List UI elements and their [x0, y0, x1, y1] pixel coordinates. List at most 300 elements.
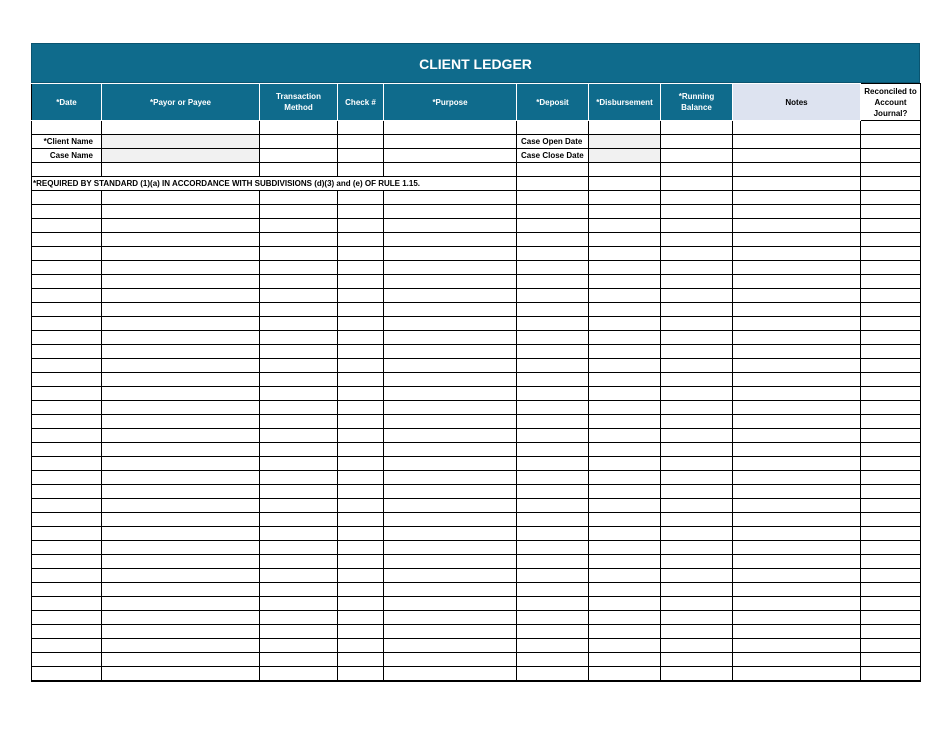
cell-check-number[interactable]	[338, 387, 384, 401]
cell-purpose[interactable]	[384, 191, 517, 205]
cell-disbursement[interactable]	[589, 639, 661, 653]
cell-reconciled[interactable]	[861, 401, 921, 415]
cell-deposit[interactable]	[517, 205, 589, 219]
cell-reconciled[interactable]	[861, 373, 921, 387]
cell-reconciled[interactable]	[861, 289, 921, 303]
cell-check-number[interactable]	[338, 331, 384, 345]
cell-deposit[interactable]	[517, 527, 589, 541]
cell-check-number[interactable]	[338, 667, 384, 681]
cell-disbursement[interactable]	[589, 541, 661, 555]
cell-transaction-method[interactable]	[260, 387, 338, 401]
cell-payor-payee[interactable]	[102, 625, 260, 639]
cell-disbursement[interactable]	[589, 331, 661, 345]
cell-payor-payee[interactable]	[102, 387, 260, 401]
cell-deposit[interactable]	[517, 639, 589, 653]
cell-transaction-method[interactable]	[260, 457, 338, 471]
cell-date[interactable]	[32, 345, 102, 359]
cell-date[interactable]	[32, 513, 102, 527]
cell-disbursement[interactable]	[589, 359, 661, 373]
cell-disbursement[interactable]	[589, 569, 661, 583]
cell-deposit[interactable]	[517, 219, 589, 233]
cell-disbursement[interactable]	[589, 345, 661, 359]
cell-running-balance[interactable]	[661, 387, 733, 401]
cell-notes[interactable]	[733, 415, 861, 429]
cell-running-balance[interactable]	[661, 555, 733, 569]
cell-payor-payee[interactable]	[102, 569, 260, 583]
cell-transaction-method[interactable]	[260, 247, 338, 261]
cell-disbursement[interactable]	[589, 205, 661, 219]
cell-purpose[interactable]	[384, 583, 517, 597]
cell-date[interactable]	[32, 499, 102, 513]
cell-transaction-method[interactable]	[260, 219, 338, 233]
cell-purpose[interactable]	[384, 303, 517, 317]
cell-running-balance[interactable]	[661, 457, 733, 471]
cell-disbursement[interactable]	[589, 373, 661, 387]
cell-transaction-method[interactable]	[260, 415, 338, 429]
cell-running-balance[interactable]	[661, 611, 733, 625]
cell-notes[interactable]	[733, 443, 861, 457]
cell-running-balance[interactable]	[661, 359, 733, 373]
cell-transaction-method[interactable]	[260, 191, 338, 205]
cell-running-balance[interactable]	[661, 205, 733, 219]
cell-date[interactable]	[32, 569, 102, 583]
cell-reconciled[interactable]	[861, 653, 921, 667]
cell-check-number[interactable]	[338, 443, 384, 457]
cell-running-balance[interactable]	[661, 401, 733, 415]
cell-purpose[interactable]	[384, 317, 517, 331]
cell-disbursement[interactable]	[589, 429, 661, 443]
cell-purpose[interactable]	[384, 471, 517, 485]
cell-check-number[interactable]	[338, 317, 384, 331]
cell-disbursement[interactable]	[589, 415, 661, 429]
cell-purpose[interactable]	[384, 597, 517, 611]
cell-payor-payee[interactable]	[102, 331, 260, 345]
cell-payor-payee[interactable]	[102, 233, 260, 247]
cell-disbursement[interactable]	[589, 499, 661, 513]
cell-date[interactable]	[32, 639, 102, 653]
cell-purpose[interactable]	[384, 387, 517, 401]
cell-reconciled[interactable]	[861, 205, 921, 219]
cell-disbursement[interactable]	[589, 471, 661, 485]
cell-running-balance[interactable]	[661, 499, 733, 513]
cell-transaction-method[interactable]	[260, 205, 338, 219]
cell-disbursement[interactable]	[589, 275, 661, 289]
cell-payor-payee[interactable]	[102, 247, 260, 261]
cell-deposit[interactable]	[517, 415, 589, 429]
cell-notes[interactable]	[733, 219, 861, 233]
cell-reconciled[interactable]	[861, 429, 921, 443]
cell-deposit[interactable]	[517, 317, 589, 331]
cell-running-balance[interactable]	[661, 541, 733, 555]
cell-running-balance[interactable]	[661, 317, 733, 331]
cell-transaction-method[interactable]	[260, 359, 338, 373]
cell-transaction-method[interactable]	[260, 555, 338, 569]
cell-notes[interactable]	[733, 373, 861, 387]
cell-transaction-method[interactable]	[260, 261, 338, 275]
cell-deposit[interactable]	[517, 569, 589, 583]
cell-deposit[interactable]	[517, 583, 589, 597]
cell-running-balance[interactable]	[661, 471, 733, 485]
cell-deposit[interactable]	[517, 611, 589, 625]
cell-running-balance[interactable]	[661, 513, 733, 527]
cell-date[interactable]	[32, 303, 102, 317]
cell-disbursement[interactable]	[589, 583, 661, 597]
cell-notes[interactable]	[733, 359, 861, 373]
cell-notes[interactable]	[733, 583, 861, 597]
cell-payor-payee[interactable]	[102, 541, 260, 555]
cell-reconciled[interactable]	[861, 317, 921, 331]
cell-check-number[interactable]	[338, 639, 384, 653]
cell-transaction-method[interactable]	[260, 541, 338, 555]
cell-running-balance[interactable]	[661, 289, 733, 303]
cell-reconciled[interactable]	[861, 233, 921, 247]
cell-running-balance[interactable]	[661, 527, 733, 541]
cell-disbursement[interactable]	[589, 247, 661, 261]
cell-payor-payee[interactable]	[102, 345, 260, 359]
cell-payor-payee[interactable]	[102, 317, 260, 331]
cell-deposit[interactable]	[517, 597, 589, 611]
cell-transaction-method[interactable]	[260, 317, 338, 331]
cell-reconciled[interactable]	[861, 415, 921, 429]
cell-reconciled[interactable]	[861, 219, 921, 233]
cell-notes[interactable]	[733, 653, 861, 667]
cell-transaction-method[interactable]	[260, 569, 338, 583]
cell-reconciled[interactable]	[861, 569, 921, 583]
cell-deposit[interactable]	[517, 359, 589, 373]
cell-notes[interactable]	[733, 527, 861, 541]
cell-notes[interactable]	[733, 541, 861, 555]
cell-transaction-method[interactable]	[260, 471, 338, 485]
cell-date[interactable]	[32, 583, 102, 597]
cell-purpose[interactable]	[384, 555, 517, 569]
cell-running-balance[interactable]	[661, 583, 733, 597]
cell-date[interactable]	[32, 261, 102, 275]
cell-deposit[interactable]	[517, 247, 589, 261]
cell-date[interactable]	[32, 275, 102, 289]
cell-reconciled[interactable]	[861, 485, 921, 499]
cell-reconciled[interactable]	[861, 275, 921, 289]
cell-running-balance[interactable]	[661, 345, 733, 359]
cell-notes[interactable]	[733, 429, 861, 443]
cell-check-number[interactable]	[338, 401, 384, 415]
cell-deposit[interactable]	[517, 653, 589, 667]
cell-purpose[interactable]	[384, 359, 517, 373]
cell-payor-payee[interactable]	[102, 667, 260, 681]
cell-reconciled[interactable]	[861, 331, 921, 345]
cell-running-balance[interactable]	[661, 625, 733, 639]
cell-purpose[interactable]	[384, 373, 517, 387]
cell-disbursement[interactable]	[589, 513, 661, 527]
cell-disbursement[interactable]	[589, 653, 661, 667]
cell-check-number[interactable]	[338, 485, 384, 499]
cell-transaction-method[interactable]	[260, 289, 338, 303]
cell-transaction-method[interactable]	[260, 597, 338, 611]
cell-notes[interactable]	[733, 247, 861, 261]
cell-disbursement[interactable]	[589, 625, 661, 639]
cell-date[interactable]	[32, 317, 102, 331]
cell-reconciled[interactable]	[861, 541, 921, 555]
cell-deposit[interactable]	[517, 471, 589, 485]
cell-purpose[interactable]	[384, 611, 517, 625]
cell-transaction-method[interactable]	[260, 373, 338, 387]
cell-payor-payee[interactable]	[102, 597, 260, 611]
cell-transaction-method[interactable]	[260, 513, 338, 527]
cell-date[interactable]	[32, 415, 102, 429]
cell-purpose[interactable]	[384, 331, 517, 345]
cell-deposit[interactable]	[517, 513, 589, 527]
cell-check-number[interactable]	[338, 359, 384, 373]
cell-deposit[interactable]	[517, 387, 589, 401]
cell-purpose[interactable]	[384, 415, 517, 429]
cell-deposit[interactable]	[517, 555, 589, 569]
cell-reconciled[interactable]	[861, 443, 921, 457]
cell-purpose[interactable]	[384, 205, 517, 219]
cell-reconciled[interactable]	[861, 387, 921, 401]
cell-payor-payee[interactable]	[102, 443, 260, 457]
cell-reconciled[interactable]	[861, 597, 921, 611]
cell-date[interactable]	[32, 191, 102, 205]
cell-payor-payee[interactable]	[102, 401, 260, 415]
cell-reconciled[interactable]	[861, 303, 921, 317]
cell-disbursement[interactable]	[589, 219, 661, 233]
cell-reconciled[interactable]	[861, 625, 921, 639]
cell-deposit[interactable]	[517, 303, 589, 317]
cell-purpose[interactable]	[384, 247, 517, 261]
cell-transaction-method[interactable]	[260, 303, 338, 317]
cell-transaction-method[interactable]	[260, 583, 338, 597]
cell-running-balance[interactable]	[661, 261, 733, 275]
cell-purpose[interactable]	[384, 233, 517, 247]
cell-reconciled[interactable]	[861, 261, 921, 275]
cell-date[interactable]	[32, 233, 102, 247]
cell-running-balance[interactable]	[661, 233, 733, 247]
cell-date[interactable]	[32, 387, 102, 401]
cell-running-balance[interactable]	[661, 653, 733, 667]
cell-payor-payee[interactable]	[102, 191, 260, 205]
cell-deposit[interactable]	[517, 541, 589, 555]
cell-transaction-method[interactable]	[260, 499, 338, 513]
cell-payor-payee[interactable]	[102, 373, 260, 387]
cell-date[interactable]	[32, 289, 102, 303]
cell-check-number[interactable]	[338, 429, 384, 443]
cell-running-balance[interactable]	[661, 429, 733, 443]
cell-reconciled[interactable]	[861, 499, 921, 513]
cell-payor-payee[interactable]	[102, 261, 260, 275]
cell-running-balance[interactable]	[661, 597, 733, 611]
cell-date[interactable]	[32, 205, 102, 219]
cell-check-number[interactable]	[338, 303, 384, 317]
case-close-date-field[interactable]	[589, 149, 661, 163]
cell-payor-payee[interactable]	[102, 555, 260, 569]
cell-purpose[interactable]	[384, 429, 517, 443]
cell-transaction-method[interactable]	[260, 667, 338, 681]
cell-notes[interactable]	[733, 345, 861, 359]
cell-transaction-method[interactable]	[260, 485, 338, 499]
cell-check-number[interactable]	[338, 275, 384, 289]
cell-check-number[interactable]	[338, 555, 384, 569]
cell-payor-payee[interactable]	[102, 415, 260, 429]
cell-deposit[interactable]	[517, 429, 589, 443]
cell-check-number[interactable]	[338, 513, 384, 527]
cell-purpose[interactable]	[384, 569, 517, 583]
cell-running-balance[interactable]	[661, 191, 733, 205]
cell-date[interactable]	[32, 331, 102, 345]
cell-payor-payee[interactable]	[102, 359, 260, 373]
cell-payor-payee[interactable]	[102, 527, 260, 541]
cell-notes[interactable]	[733, 569, 861, 583]
cell-purpose[interactable]	[384, 443, 517, 457]
cell-running-balance[interactable]	[661, 639, 733, 653]
cell-purpose[interactable]	[384, 485, 517, 499]
cell-disbursement[interactable]	[589, 233, 661, 247]
cell-check-number[interactable]	[338, 191, 384, 205]
cell-payor-payee[interactable]	[102, 639, 260, 653]
cell-running-balance[interactable]	[661, 667, 733, 681]
cell-disbursement[interactable]	[589, 289, 661, 303]
cell-purpose[interactable]	[384, 219, 517, 233]
cell-notes[interactable]	[733, 261, 861, 275]
cell-reconciled[interactable]	[861, 527, 921, 541]
cell-purpose[interactable]	[384, 345, 517, 359]
cell-deposit[interactable]	[517, 667, 589, 681]
cell-purpose[interactable]	[384, 513, 517, 527]
cell-payor-payee[interactable]	[102, 513, 260, 527]
cell-check-number[interactable]	[338, 625, 384, 639]
cell-notes[interactable]	[733, 191, 861, 205]
cell-date[interactable]	[32, 247, 102, 261]
cell-disbursement[interactable]	[589, 401, 661, 415]
cell-running-balance[interactable]	[661, 485, 733, 499]
cell-payor-payee[interactable]	[102, 653, 260, 667]
cell-deposit[interactable]	[517, 191, 589, 205]
cell-check-number[interactable]	[338, 597, 384, 611]
cell-deposit[interactable]	[517, 345, 589, 359]
cell-check-number[interactable]	[338, 345, 384, 359]
cell-notes[interactable]	[733, 317, 861, 331]
cell-notes[interactable]	[733, 625, 861, 639]
cell-reconciled[interactable]	[861, 345, 921, 359]
cell-deposit[interactable]	[517, 401, 589, 415]
cell-deposit[interactable]	[517, 499, 589, 513]
cell-purpose[interactable]	[384, 499, 517, 513]
cell-payor-payee[interactable]	[102, 471, 260, 485]
cell-check-number[interactable]	[338, 415, 384, 429]
cell-purpose[interactable]	[384, 261, 517, 275]
cell-check-number[interactable]	[338, 205, 384, 219]
cell-disbursement[interactable]	[589, 387, 661, 401]
cell-date[interactable]	[32, 373, 102, 387]
cell-transaction-method[interactable]	[260, 653, 338, 667]
cell-deposit[interactable]	[517, 331, 589, 345]
cell-date[interactable]	[32, 555, 102, 569]
cell-disbursement[interactable]	[589, 527, 661, 541]
cell-date[interactable]	[32, 219, 102, 233]
cell-check-number[interactable]	[338, 569, 384, 583]
cell-purpose[interactable]	[384, 527, 517, 541]
cell-transaction-method[interactable]	[260, 639, 338, 653]
cell-notes[interactable]	[733, 611, 861, 625]
cell-reconciled[interactable]	[861, 457, 921, 471]
cell-deposit[interactable]	[517, 485, 589, 499]
cell-deposit[interactable]	[517, 443, 589, 457]
cell-disbursement[interactable]	[589, 191, 661, 205]
cell-reconciled[interactable]	[861, 611, 921, 625]
cell-date[interactable]	[32, 471, 102, 485]
cell-deposit[interactable]	[517, 457, 589, 471]
cell-running-balance[interactable]	[661, 219, 733, 233]
cell-running-balance[interactable]	[661, 275, 733, 289]
cell-notes[interactable]	[733, 667, 861, 681]
cell-running-balance[interactable]	[661, 247, 733, 261]
cell-check-number[interactable]	[338, 219, 384, 233]
cell-check-number[interactable]	[338, 499, 384, 513]
cell-disbursement[interactable]	[589, 457, 661, 471]
cell-deposit[interactable]	[517, 275, 589, 289]
cell-check-number[interactable]	[338, 289, 384, 303]
cell-check-number[interactable]	[338, 527, 384, 541]
cell-reconciled[interactable]	[861, 513, 921, 527]
cell-date[interactable]	[32, 429, 102, 443]
cell-payor-payee[interactable]	[102, 611, 260, 625]
cell-date[interactable]	[32, 359, 102, 373]
cell-check-number[interactable]	[338, 611, 384, 625]
cell-transaction-method[interactable]	[260, 401, 338, 415]
cell-payor-payee[interactable]	[102, 205, 260, 219]
cell-running-balance[interactable]	[661, 331, 733, 345]
cell-date[interactable]	[32, 611, 102, 625]
cell-date[interactable]	[32, 527, 102, 541]
cell-transaction-method[interactable]	[260, 429, 338, 443]
cell-transaction-method[interactable]	[260, 443, 338, 457]
cell-purpose[interactable]	[384, 275, 517, 289]
cell-reconciled[interactable]	[861, 191, 921, 205]
cell-date[interactable]	[32, 667, 102, 681]
cell-notes[interactable]	[733, 233, 861, 247]
cell-purpose[interactable]	[384, 639, 517, 653]
cell-check-number[interactable]	[338, 233, 384, 247]
cell-disbursement[interactable]	[589, 485, 661, 499]
cell-notes[interactable]	[733, 205, 861, 219]
cell-date[interactable]	[32, 443, 102, 457]
cell-date[interactable]	[32, 457, 102, 471]
cell-notes[interactable]	[733, 289, 861, 303]
cell-reconciled[interactable]	[861, 667, 921, 681]
client-name-field[interactable]	[102, 135, 260, 149]
cell-check-number[interactable]	[338, 583, 384, 597]
cell-payor-payee[interactable]	[102, 289, 260, 303]
cell-notes[interactable]	[733, 387, 861, 401]
cell-notes[interactable]	[733, 597, 861, 611]
cell-check-number[interactable]	[338, 373, 384, 387]
cell-disbursement[interactable]	[589, 317, 661, 331]
cell-purpose[interactable]	[384, 289, 517, 303]
cell-disbursement[interactable]	[589, 611, 661, 625]
cell-date[interactable]	[32, 541, 102, 555]
cell-purpose[interactable]	[384, 653, 517, 667]
cell-payor-payee[interactable]	[102, 583, 260, 597]
cell-notes[interactable]	[733, 555, 861, 569]
cell-disbursement[interactable]	[589, 597, 661, 611]
cell-payor-payee[interactable]	[102, 219, 260, 233]
cell-date[interactable]	[32, 485, 102, 499]
cell-check-number[interactable]	[338, 541, 384, 555]
cell-notes[interactable]	[733, 499, 861, 513]
cell-transaction-method[interactable]	[260, 331, 338, 345]
cell-reconciled[interactable]	[861, 247, 921, 261]
cell-check-number[interactable]	[338, 471, 384, 485]
cell-date[interactable]	[32, 653, 102, 667]
cell-transaction-method[interactable]	[260, 345, 338, 359]
